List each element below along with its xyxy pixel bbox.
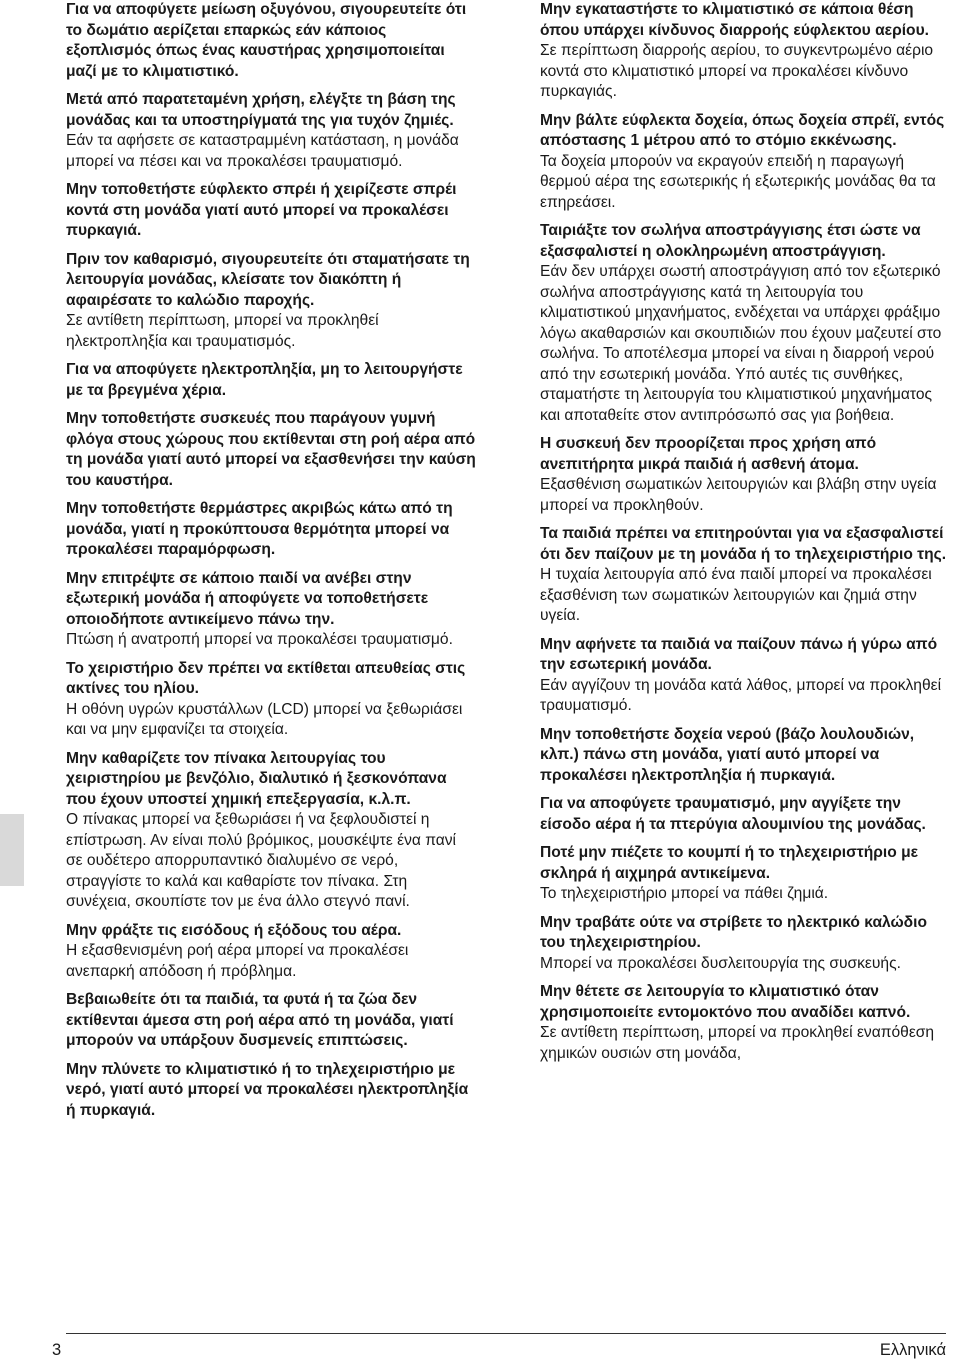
instruction-paragraph [66,1060,476,1122]
instruction-paragraph [66,360,476,401]
instruction-paragraph [540,794,950,835]
right-column [540,0,950,1072]
instruction-paragraph [540,725,950,787]
instruction-heading: Για να αποφύγετε μείωση οξυγόνου, σιγουρευτείτε ότι το δωμάτιο αερίζεται επαρκώς εάν κάποιος εξοπλισμός όπως ένας καυστήρας χρησιμοποιείται μαζί με το κλιματιστικό. [66,1,467,80]
instruction-paragraph [540,524,950,627]
instruction-heading: Μην βάλτε εύφλεκτα δοχεία, όπως δοχεία σπρέϊ, εντός απόστασης 1 μέτρου από το στόμιο εκκένωσης. [540,111,945,149]
instruction-detail: Η τυχαία λειτουργία από ένα παιδί μπορεί να προκαλέσει εξασθένιση των σωματικών λειτουργιών και ζημιά στην υγεία. [540,566,932,624]
instruction-paragraph [66,921,476,983]
instruction-paragraph [66,409,476,491]
instruction-detail: Μπορεί να προκαλέσει δυσλειτουργία της συσκευής. [540,954,901,972]
instruction-heading: Ταιριάξτε τον σωλήνα αποστράγγισης έτσι ώστε να εξασφαλιστεί η ολοκληρωμένη αποστράγγιση. [540,222,921,260]
instruction-paragraph [540,111,950,214]
instruction-detail: Τα δοχεία μπορούν να εκραγούν επειδή η παραγωγή θερμού αέρα της εσωτερικής ή εξωτερικής μονάδας θα τα επηρεάσει. [540,152,936,211]
instruction-detail: Εάν δεν υπάρχει σωστή αποστράγγιση από τον εξωτερικό σωλήνα αποστράγγισης κατά τη λειτουργία του κλιματιστικού μηχανήματος, ενδέχεται να υπάρχει φράξιμο λόγω ακαθαρσιών και σκουπιδιών που έχουν μαζευτεί στο σωλήνα. Το αποτέλεσμα μπορεί να είναι η διαρροή νερού από την εσωτερική μονάδα. Υπό αυτές τις συνθήκες, σταματήστε τη λειτουργία του κλιματιστικού μηχανήματος και αποταθείτε στον αντιπρόσωπό σας για βοήθεια. [540,263,942,424]
instruction-paragraph [66,180,476,242]
instruction-heading: Μην επιτρέψτε σε κάποιο παιδί να ανέβει στην εξωτερική μονάδα ή αποφύγετε να τοποθετήσετε οποιοδήποτε αντικείμενο πάνω την. [66,569,429,628]
instruction-detail: Η οθόνη υγρών κρυστάλλων (LCD) μπορεί να ξεθωριάσει και να μην εμφανίζει τα στοιχεία. [66,700,463,738]
instruction-heading: Μην θέτετε σε λειτουργία το κλιματιστικό όταν χρησιμοποιείτε εντομοκτόνο που αναδίδει καπνό. [540,983,911,1021]
instruction-heading: Ποτέ μην πιέζετε το κουμπί ή το τηλεχειριστήριο με σκληρά ή αιχμηρά αντικείμενα. [540,844,919,882]
footer-rule [66,1333,946,1334]
instruction-heading: Μην τοποθετήστε συσκευές που παράγουν γυμνή φλόγα στους χώρους που εκτίθενται στη ροή αέρα από τη μονάδα γιατί αυτό μπορεί να εξασθενήσει την καύση του καυστήρα. [66,410,476,489]
instruction-detail: Η εξασθενισμένη ροή αέρα μπορεί να προκαλέσει ανεπαρκή απόδοση ή πρόβλημα. [66,942,409,980]
instruction-heading: Για να αποφύγετε ηλεκτροπληξία, μη το λειτουργήστε με τα βρεγμένα χέρια. [66,361,463,399]
instruction-paragraph [540,843,950,905]
instruction-heading: Μην εγκαταστήστε το κλιματιστικό σε κάποια θέση όπου υπάρχει κίνδυνος διαρροής εύφλεκτου αερίου. [540,1,929,39]
instruction-heading: Το χειριστήριο δεν πρέπει να εκτίθεται απευθείας στις ακτίνες του ηλίου. [66,659,466,697]
instruction-paragraph [540,913,950,975]
instruction-detail: Σε αντίθετη περίπτωση, μπορεί να προκληθεί ηλεκτροπληξία και τραυματισμός. [66,312,379,350]
instruction-paragraph [540,221,950,426]
instruction-paragraph [66,499,476,561]
page-number: 3 [52,1341,62,1359]
instruction-heading: Μην τραβάτε ούτε να στρίβετε το ηλεκτρικό καλώδιο του τηλεχειριστηρίου. [540,913,927,951]
instruction-paragraph [540,635,950,717]
instruction-heading: Τα παιδιά πρέπει να επιτηρούνται για να εξασφαλιστεί ότι δεν παίζουν με τη μονάδα ή το τηλεχειριστήριο της. [540,525,947,563]
instruction-detail: Σε αντίθετη περίπτωση, μπορεί να προκληθεί εναπόθεση χημικών ουσιών στη μονάδα, [540,1024,935,1062]
instruction-paragraph [540,434,950,516]
instruction-paragraph [66,990,476,1052]
instruction-detail: Εάν τα αφήσετε σε καταστραμμένη κατάσταση, η μονάδα μπορεί να πέσει και να προκαλέσει τραυματισμό. [66,132,459,170]
instruction-heading: Μην φράξτε τις εισόδους ή εξόδους του αέρα. [66,921,402,939]
instruction-heading: Μην καθαρίζετε τον πίνακα λειτουργίας του χειριστηρίου με βενζόλιο, διαλυτικό ή ξεσκονόπανα που έχουν υποστεί χημική επεξεργασία, κ.λ.π. [66,749,447,808]
instruction-detail: Εξασθένιση σωματικών λειτουργιών και βλάβη στην υγεία μπορεί να προκληθούν. [540,476,937,514]
instruction-paragraph [66,250,476,353]
instruction-paragraph [66,569,476,651]
instruction-detail: Το τηλεχειριστήριο μπορεί να πάθει ζημιά. [540,885,829,902]
instruction-detail: Εάν αγγίζουν τη μονάδα κατά λάθος, μπορεί να προκληθεί τραυματισμό. [540,676,942,714]
instruction-detail: Ο πίνακας μπορεί να ξεθωριάσει ή να ξεφλουδιστεί η επίστρωση. Αν είναι πολύ βρόμικος, μουσκέψτε ένα πανί σε ουδέτερο απορρυπαντικό διαλυμένο σε νερό, στραγγίστε το καλά και καθαρίστε τον πίνακα. Στη συνέχεια, σκουπίστε τον με ένα άλλο στεγνό πανί. [66,811,457,910]
instruction-paragraph [66,659,476,741]
instruction-paragraph [540,0,950,103]
instruction-paragraph [540,982,950,1064]
instruction-detail: Σε περίπτωση διαρροής αερίου, το συγκεντρωμένο αέριο κοντά στο κλιματιστικό μπορεί να προκαλέσει κίνδυνο πυρκαγιάς. [540,42,934,100]
instruction-heading: Μην πλύνετε το κλιματιστικό ή το τηλεχειριστήριο με νερό, γιατί αυτό μπορεί να προκαλέσει ηλεκτροπληξία ή πυρκαγιά. [66,1060,469,1119]
instruction-paragraph [66,0,476,82]
instruction-detail: Πτώση ή ανατροπή μπορεί να προκαλέσει τραυματισμό. [66,631,453,648]
instruction-heading: Βεβαιωθείτε ότι τα παιδιά, τα φυτά ή τα ζώα δεν εκτίθενται άμεσα στη ροή αέρα από τη μονάδα, γιατί μπορούν να υπάρξουν δυσμενείς επιπτώσεις. [66,991,454,1049]
instruction-heading: Μην τοποθετήστε δοχεία νερού (βάζο λουλουδιών, κλπ.) πάνω στη μονάδα, γιατί αυτό μπορεί να προκαλέσει ηλεκτροπληξία ή πυρκαγιά. [540,725,915,784]
left-column [66,0,476,1129]
instruction-paragraph [66,749,476,913]
instruction-heading: Μην αφήνετε τα παιδιά να παίζουν πάνω ή γύρω από την εσωτερική μονάδα. [540,635,938,673]
page-side-tab [0,814,24,886]
instruction-paragraph [66,90,476,172]
instruction-heading: Μετά από παρατεταμένη χρήση, ελέγξτε τη βάση της μονάδας και τα υποστηρίγματά της για τυχόν ζημιές. [66,91,456,129]
instruction-heading: Μην τοποθετήστε θερμάστρες ακριβώς κάτω από τη μονάδα, γιατί η προκύπτουσα θερμότητα μπορεί να προκαλέσει παραμόρφωση. [66,500,453,558]
page-language: Ελληνικά [879,1341,946,1359]
instruction-heading: Πριν τον καθαρισμό, σιγουρευτείτε ότι σταματήσατε τη λειτουργία μονάδας, κλείσατε τον διακόπτη ή αφαιρέσατε το καλώδιο παροχής. [66,250,470,309]
instruction-heading: Η συσκευή δεν προορίζεται προς χρήση από ανεπιτήρητα μικρά παιδιά ή ασθενή άτομα. [540,435,877,473]
instruction-heading: Μην τοποθετήστε εύφλεκτο σπρέι ή χειρίζεστε σπρέι κοντά στη μονάδα γιατί αυτό μπορεί να προκαλέσει πυρκαγιά. [66,181,457,239]
instruction-heading: Για να αποφύγετε τραυματισμό, μην αγγίξετε την είσοδο αέρα ή τα πτερύγια αλουμινίου της μονάδας. [540,795,926,833]
